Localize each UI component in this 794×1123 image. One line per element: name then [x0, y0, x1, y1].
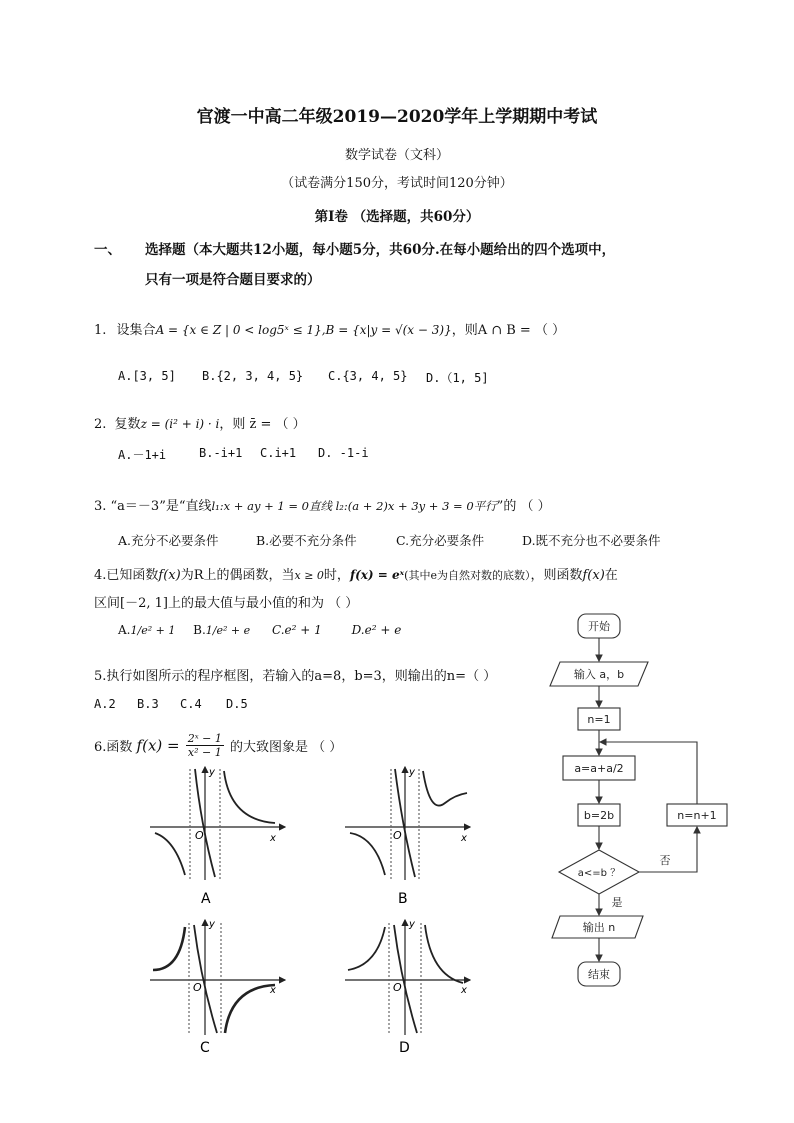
- q6-numerator: 2ˣ − 1: [187, 732, 222, 745]
- q4-fx-2: f(x): [582, 568, 605, 583]
- q6-denominator: x² − 1: [187, 746, 222, 759]
- q3-option-b: B.必要不充分条件: [256, 533, 357, 548]
- flow-input-text: 输入 a，b: [573, 668, 625, 681]
- q4-text-c: 为R上的偶函数，当: [180, 568, 295, 583]
- graph-d: [345, 920, 470, 1035]
- question-6: [94, 732, 342, 759]
- program-flowchart: [545, 608, 745, 993]
- question-1: [94, 319, 565, 338]
- exam-note: （试卷满分150分，考试时间120分钟）: [281, 176, 513, 191]
- flow-step1-text: a=a+a/2: [574, 762, 624, 775]
- flow-step2-text: b=2b: [583, 809, 615, 822]
- q5-option-d: D.5: [226, 697, 248, 711]
- part-heading: 第Ⅰ卷 （选择题，共60分）: [314, 209, 480, 225]
- q2-option-b: B.-i+1: [199, 446, 243, 460]
- graph-a: [150, 767, 285, 880]
- q1-suffix: ，则A ∩ B = （ ）: [451, 323, 566, 338]
- graph-a-origin: O: [195, 829, 204, 842]
- graph-c-label: C: [200, 1040, 210, 1056]
- q2-option-a: A.－1+i: [118, 448, 167, 462]
- graph-c: [150, 920, 285, 1035]
- q4-option-b-label: B.: [193, 623, 206, 637]
- graph-d-label: D: [399, 1040, 410, 1056]
- graph-b: [345, 767, 470, 880]
- q2-prefix: 复数: [114, 417, 141, 432]
- graph-b-origin: O: [393, 829, 402, 842]
- flow-no-label: 否: [659, 854, 671, 867]
- q1-prefix: 设集合: [116, 323, 156, 338]
- q2-option-c: C.i+1: [260, 446, 297, 460]
- q1-option-b: B.{2, 3, 4, 5}: [202, 369, 304, 383]
- flow-start-text: 开始: [588, 620, 610, 633]
- graph-a-y: y: [209, 767, 215, 778]
- q4-option-b-value: 1/e² + e: [205, 624, 251, 637]
- flow-output-text: 输出 n: [582, 921, 616, 934]
- question-5: 5.执行如图所示的程序框图，若输入的a=8，b=3，则输出的n=（ ）: [94, 669, 497, 684]
- section-instructions-line1: 选择题（本大题共12小题，每小题5分，共60分.在每小题给出的四个选项中，: [145, 242, 616, 258]
- q1-number: 1.: [94, 323, 107, 338]
- graph-d-y: y: [409, 919, 415, 930]
- q6-graphs: [145, 765, 475, 1065]
- q2-math: z = (i² + i) · i: [140, 417, 220, 431]
- q5-option-c: C.4: [180, 697, 202, 711]
- question-2: [94, 413, 306, 432]
- section-number: 一、: [94, 242, 121, 258]
- exam-title: 官渡一中高二年级2019—2020学年上学期期中考试: [196, 107, 598, 127]
- q2-suffix: ，则 z̄ = （ ）: [219, 417, 306, 432]
- graph-a-label: A: [201, 891, 211, 907]
- graph-a-x: x: [270, 833, 276, 844]
- q1-math: A = {x ∈ Z | 0 < log5ˣ ≤ 1},B = {x|y = √(x − 3)}: [155, 323, 452, 337]
- q4-text-a: 4.已知函数: [94, 568, 159, 583]
- question-4-line1: [94, 564, 618, 583]
- graph-b-y: y: [409, 767, 415, 778]
- q2-number: 2.: [94, 417, 107, 432]
- q3-option-c: C.充分必要条件: [396, 533, 485, 548]
- flow-cond-text: a<=b ？: [577, 868, 621, 879]
- flow-init-text: n=1: [587, 713, 611, 726]
- q4-text-e: 时，: [323, 568, 350, 583]
- graph-b-label: B: [398, 891, 408, 907]
- q3-math: l₁:x + ay + 1 = 0直线 l₂:(a + 2)x + 3y + 3 = 0平行: [211, 499, 497, 513]
- q3-option-a: A.充分不必要条件: [118, 533, 219, 548]
- q5-option-a: A.2: [94, 697, 116, 711]
- q4-option-c: C.e² + 1: [271, 623, 322, 637]
- q4-option-d: D.e² + e: [351, 623, 402, 637]
- q1-option-d: D.（1, 5]: [426, 371, 489, 385]
- q4-fx-def: f(x) = eˣ: [349, 568, 405, 582]
- q5-option-b: B.3: [137, 697, 159, 711]
- q4-note: (其中e为自然对数的底数）: [404, 569, 531, 582]
- q4-fx-1: f(x): [158, 568, 181, 583]
- graph-c-x: x: [270, 985, 276, 996]
- question-4-line2: 区间[－2, 1]上的最大值与最小值的和为 （ ）: [94, 596, 359, 611]
- q2-option-d: D. -1-i: [318, 446, 369, 460]
- flow-yes-label: 是: [611, 896, 623, 909]
- q1-option-c: C.{3, 4, 5}: [328, 369, 408, 383]
- flow-incr-text: n=n+1: [677, 809, 717, 822]
- q3-option-d: D.既不充分也不必要条件: [522, 533, 661, 548]
- q6-suffix: 的大致图象是 （ ）: [230, 740, 343, 755]
- graph-d-x: x: [461, 985, 467, 996]
- graph-d-origin: O: [393, 981, 402, 994]
- graph-c-origin: O: [193, 981, 202, 994]
- exam-subtitle: 数学试卷（文科）: [344, 148, 449, 163]
- section-instructions-line2: 只有一项是符合题目要求的）: [145, 272, 321, 288]
- q6-func: f(x) =: [136, 736, 180, 755]
- flow-end-text: 结束: [588, 968, 610, 981]
- q4-option-a-value: 1/e² + 1: [130, 624, 176, 637]
- q4-option-a-label: A.: [118, 623, 131, 637]
- q6-prefix: 6.函数: [94, 740, 133, 755]
- q6-fraction: [186, 732, 224, 759]
- q4-text-h: ，则函数: [530, 568, 583, 583]
- q4-options: [118, 623, 401, 637]
- q3-text1: 3. “a＝－3”是“直线: [94, 499, 212, 514]
- question-3: [94, 495, 551, 514]
- graph-b-x: x: [461, 833, 467, 844]
- q4-cond: x ≥ 0: [294, 569, 324, 582]
- q3-text2: ”的 （ ）: [496, 499, 551, 514]
- q1-option-a: A.[3, 5]: [118, 369, 176, 383]
- graph-c-y: y: [209, 919, 215, 930]
- q4-text-j: 在: [604, 568, 618, 583]
